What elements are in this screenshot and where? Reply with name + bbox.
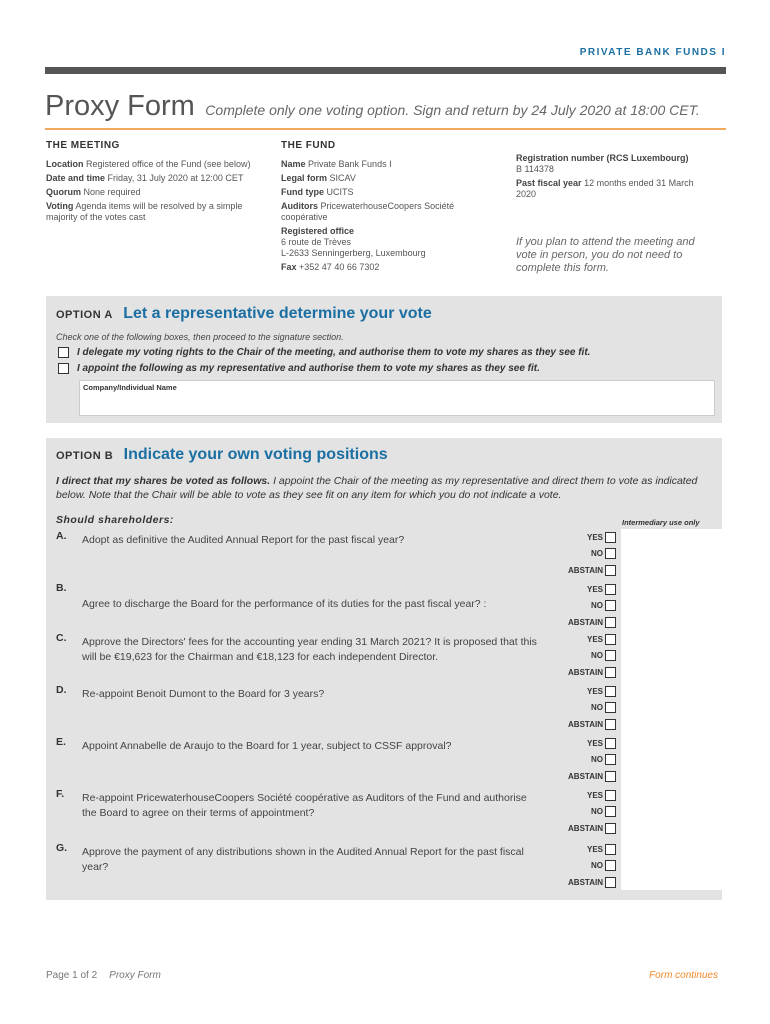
vote-no-label: NO xyxy=(591,548,603,558)
option-b-panel xyxy=(46,438,722,900)
vote-no-checkbox[interactable] xyxy=(605,702,616,713)
datetime-label: Date and time xyxy=(46,173,106,183)
vote-no-option[interactable] xyxy=(591,804,616,818)
resolution-text: Re-appoint Benoit Dumont to the Board for 3 years? xyxy=(82,688,325,700)
resolution-text: Re-appoint PricewaterhouseCoopers Société coopérative as Auditors of the Fund and authorise the Board to agree on their terms of appointment? xyxy=(82,792,527,819)
resolution-text: Agree to discharge the Board for the performance of its duties for the past fiscal year? : xyxy=(82,598,487,610)
intermediary-label: Intermediary use only xyxy=(622,518,700,527)
option-b-title: Indicate your own voting positions xyxy=(123,446,388,463)
registration-label: Registration number (RCS Luxembourg) xyxy=(516,153,689,163)
vote-yes-checkbox[interactable] xyxy=(605,738,616,749)
resolution-letter: F. xyxy=(56,788,65,800)
page-subtitle: Complete only one voting option. Sign and return by 24 July 2020 at 18:00 CET. xyxy=(205,102,700,118)
meeting-section xyxy=(46,140,256,226)
vote-yes-option[interactable] xyxy=(587,582,616,596)
vote-no-checkbox[interactable] xyxy=(605,860,616,871)
resolution-text: Adopt as definitive the Audited Annual Report for the past fiscal year? xyxy=(82,534,405,546)
vote-no-option[interactable] xyxy=(591,546,616,560)
fax-value: +352 47 40 66 7302 xyxy=(299,262,380,272)
vote-abstain-label: ABSTAIN xyxy=(568,877,603,887)
vote-yes-checkbox[interactable] xyxy=(605,584,616,595)
title-row xyxy=(45,90,726,123)
resolution-letter: E. xyxy=(56,736,66,748)
vote-no-label: NO xyxy=(591,650,603,660)
vote-no-checkbox[interactable] xyxy=(605,600,616,611)
form-continues: Form continues xyxy=(649,970,718,981)
vote-abstain-label: ABSTAIN xyxy=(568,667,603,677)
fund-name-label: Name xyxy=(281,159,306,169)
vote-no-option[interactable] xyxy=(591,598,616,612)
vote-abstain-checkbox[interactable] xyxy=(605,565,616,576)
resolution-letter: B. xyxy=(56,582,67,594)
vote-abstain-checkbox[interactable] xyxy=(605,719,616,730)
vote-abstain-label: ABSTAIN xyxy=(568,823,603,833)
fiscal-year-value: 12 months ended 31 March 2020 xyxy=(516,178,694,199)
delegate-chair-option[interactable] xyxy=(58,347,590,358)
attend-note: If you plan to attend the meeting and vote in person, you do not need to complete this form. xyxy=(516,236,695,274)
vote-yes-checkbox[interactable] xyxy=(605,686,616,697)
appoint-representative-text: I appoint the following as my representative and authorise them to vote my shares as they see fit. xyxy=(77,363,540,374)
vote-yes-checkbox[interactable] xyxy=(605,634,616,645)
delegate-chair-checkbox[interactable] xyxy=(58,347,69,358)
option-a-title: Let a representative determine your vote xyxy=(123,305,432,322)
vote-abstain-checkbox[interactable] xyxy=(605,667,616,678)
resolution-letter: G. xyxy=(56,842,68,854)
page-title: Proxy Form xyxy=(45,90,195,122)
registration-section xyxy=(516,153,716,275)
vote-yes-label: YES xyxy=(586,686,603,696)
vote-no-label: NO xyxy=(591,860,603,870)
vote-abstain-option[interactable] xyxy=(568,769,616,783)
resolution-letter: D. xyxy=(56,684,67,696)
fax-label: Fax xyxy=(281,262,297,272)
vote-abstain-checkbox[interactable] xyxy=(605,771,616,782)
vote-abstain-label: ABSTAIN xyxy=(568,719,603,729)
vote-abstain-label: ABSTAIN xyxy=(568,565,603,575)
vote-yes-option[interactable] xyxy=(587,842,616,856)
datetime-value: Friday, 31 July 2020 at 12:00 CET xyxy=(107,173,244,183)
voting-label: Voting xyxy=(46,201,74,211)
vote-yes-label: YES xyxy=(586,532,603,542)
fiscal-year-label: Past fiscal year xyxy=(516,178,582,188)
vote-yes-label: YES xyxy=(586,634,603,644)
vote-abstain-label: ABSTAIN xyxy=(568,771,603,781)
fund-heading: THE FUND xyxy=(281,140,336,151)
vote-yes-option[interactable] xyxy=(587,632,616,646)
option-a-instruction: Check one of the following boxes, then proceed to the signature section. xyxy=(56,332,344,342)
auditors-value: PricewaterhouseCoopers Société coopérative xyxy=(281,201,455,222)
resolution-text: Appoint Annabelle de Araujo to the Board for 1 year, subject to CSSF approval? xyxy=(82,740,452,752)
option-b-label: OPTION B xyxy=(56,450,114,462)
vote-yes-option[interactable] xyxy=(587,530,616,544)
vote-no-option[interactable] xyxy=(591,648,616,662)
appoint-representative-checkbox[interactable] xyxy=(58,363,69,374)
vote-yes-label: YES xyxy=(586,584,603,594)
option-b-header xyxy=(56,446,388,464)
vote-abstain-option[interactable] xyxy=(568,717,616,731)
representative-name-label: Company/Individual Name xyxy=(83,383,177,392)
vote-abstain-option[interactable] xyxy=(568,665,616,679)
quorum-value: None required xyxy=(83,187,141,197)
title-divider xyxy=(45,128,726,130)
vote-abstain-checkbox[interactable] xyxy=(605,877,616,888)
vote-abstain-label: ABSTAIN xyxy=(568,617,603,627)
vote-abstain-option[interactable] xyxy=(568,615,616,629)
vote-no-checkbox[interactable] xyxy=(605,548,616,559)
vote-yes-label: YES xyxy=(586,844,603,854)
should-shareholders: Should shareholders: xyxy=(56,514,174,526)
direction-bold: I direct that my shares be voted as follows. xyxy=(56,475,271,487)
page-number: Page 1 of 2 xyxy=(46,970,98,981)
option-a-label: OPTION A xyxy=(56,309,113,321)
vote-no-option[interactable] xyxy=(591,858,616,872)
voting-value: Agenda items will be resolved by a simple majority of the votes cast xyxy=(46,201,243,222)
registration-value: B 114378 xyxy=(516,164,554,174)
representative-name-field[interactable] xyxy=(79,380,715,416)
brand-name: PRIVATE BANK FUNDS I xyxy=(579,47,726,58)
vote-abstain-option[interactable] xyxy=(568,821,616,835)
fund-name-value: Private Bank Funds I xyxy=(308,159,392,169)
footer-doc-name: Proxy Form xyxy=(109,970,161,981)
office-line-1: 6 route de Trèves xyxy=(281,237,352,247)
vote-yes-option[interactable] xyxy=(587,736,616,750)
vote-no-label: NO xyxy=(591,702,603,712)
resolution-letter: C. xyxy=(56,632,67,644)
resolution-text: Approve the Directors' fees for the accounting year ending 31 March 2021? It is proposed that this will be €19,623 for the Chairman and €18,123 for each independent Director. xyxy=(82,636,537,663)
vote-abstain-checkbox[interactable] xyxy=(605,823,616,834)
vote-no-label: NO xyxy=(591,600,603,610)
quorum-label: Quorum xyxy=(46,187,81,197)
vote-no-checkbox[interactable] xyxy=(605,806,616,817)
appoint-representative-option[interactable] xyxy=(58,363,540,374)
location-value: Registered office of the Fund (see below) xyxy=(86,159,251,169)
vote-abstain-option[interactable] xyxy=(568,563,616,577)
vote-yes-checkbox[interactable] xyxy=(605,790,616,801)
intermediary-box[interactable] xyxy=(621,529,722,890)
resolution-text: Approve the payment of any distributions shown in the Audited Annual Report for the past fiscal year? xyxy=(82,846,524,873)
vote-no-label: NO xyxy=(591,806,603,816)
option-a-header xyxy=(56,305,432,323)
vote-no-option[interactable] xyxy=(591,752,616,766)
legal-form-label: Legal form xyxy=(281,173,328,183)
vote-abstain-checkbox[interactable] xyxy=(605,617,616,628)
auditors-label: Auditors xyxy=(281,201,318,211)
fund-type-value: UCITS xyxy=(326,187,354,197)
fund-section xyxy=(281,140,456,276)
vote-no-label: NO xyxy=(591,754,603,764)
vote-yes-label: YES xyxy=(586,738,603,748)
resolution-letter: A. xyxy=(56,530,67,542)
footer-page xyxy=(46,970,161,981)
vote-no-checkbox[interactable] xyxy=(605,650,616,661)
vote-yes-label: YES xyxy=(586,790,603,800)
delegate-chair-text: I delegate my voting rights to the Chair of the meeting, and authorise them to vote my shares as they see fit. xyxy=(77,347,591,358)
header-bar xyxy=(45,67,726,74)
vote-yes-checkbox[interactable] xyxy=(605,532,616,543)
option-a-panel xyxy=(46,296,722,423)
location-label: Location xyxy=(46,159,84,169)
vote-no-checkbox[interactable] xyxy=(605,754,616,765)
meeting-heading: THE MEETING xyxy=(46,140,120,151)
direction-statement xyxy=(56,474,716,502)
fund-type-label: Fund type xyxy=(281,187,324,197)
legal-form-value: SICAV xyxy=(329,173,356,183)
office-label: Registered office xyxy=(281,226,355,236)
vote-yes-option[interactable] xyxy=(587,684,616,698)
office-line-2: L-2633 Senningerberg, Luxembourg xyxy=(281,248,426,258)
vote-no-option[interactable] xyxy=(591,700,616,714)
direction-rest: I appoint the Chair of the meeting as my representative and direct them to vote as indicated below. Note that the Chair will be able to vote as they see fit on any item for which you do not indicate a vote. xyxy=(56,475,698,501)
vote-yes-option[interactable] xyxy=(587,788,616,802)
vote-yes-checkbox[interactable] xyxy=(605,844,616,855)
vote-abstain-option[interactable] xyxy=(568,875,616,889)
